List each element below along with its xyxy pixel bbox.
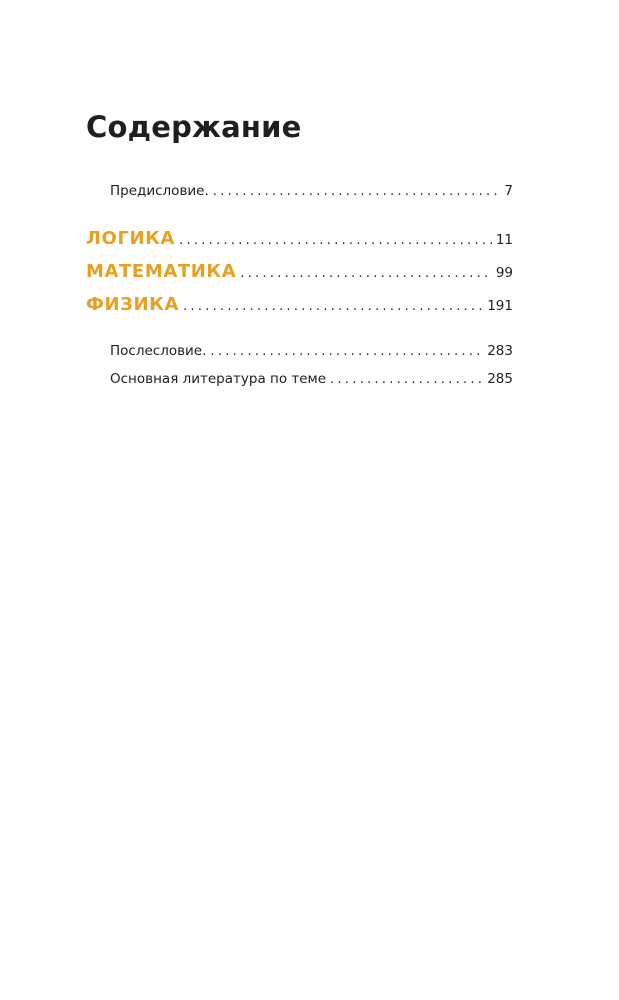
dot-leader — [330, 371, 483, 387]
toc-entry-label: Послесловие. — [110, 343, 207, 359]
dot-leader — [210, 343, 483, 359]
toc-page-number: 99 — [495, 265, 513, 281]
toc-entry-bibliography[interactable] — [110, 371, 513, 387]
toc-entry-label: Основная литература по теме — [110, 371, 327, 387]
toc-section-physics[interactable] — [86, 294, 513, 315]
toc-page-number: 191 — [487, 298, 513, 314]
toc-section-logic[interactable] — [86, 228, 513, 249]
page-title: Содержание — [86, 110, 302, 144]
toc-page-number: 7 — [504, 183, 513, 199]
dot-leader — [179, 232, 492, 248]
toc-entry-preface[interactable] — [110, 183, 513, 199]
toc-page-number: 11 — [495, 232, 513, 248]
toc-section-label: ФИЗИКА — [86, 294, 180, 315]
toc-page-number: 285 — [487, 371, 513, 387]
toc-section-label: МАТЕМАТИКА — [86, 261, 237, 282]
toc-page-number: 283 — [487, 343, 513, 359]
toc-section-math[interactable] — [86, 261, 513, 282]
toc-entry-afterword[interactable] — [110, 343, 513, 359]
dot-leader — [213, 183, 501, 199]
dot-leader — [240, 265, 492, 281]
dot-leader — [183, 298, 483, 314]
toc-section-label: ЛОГИКА — [86, 228, 176, 249]
toc-entry-label: Предисловие. — [110, 183, 209, 199]
